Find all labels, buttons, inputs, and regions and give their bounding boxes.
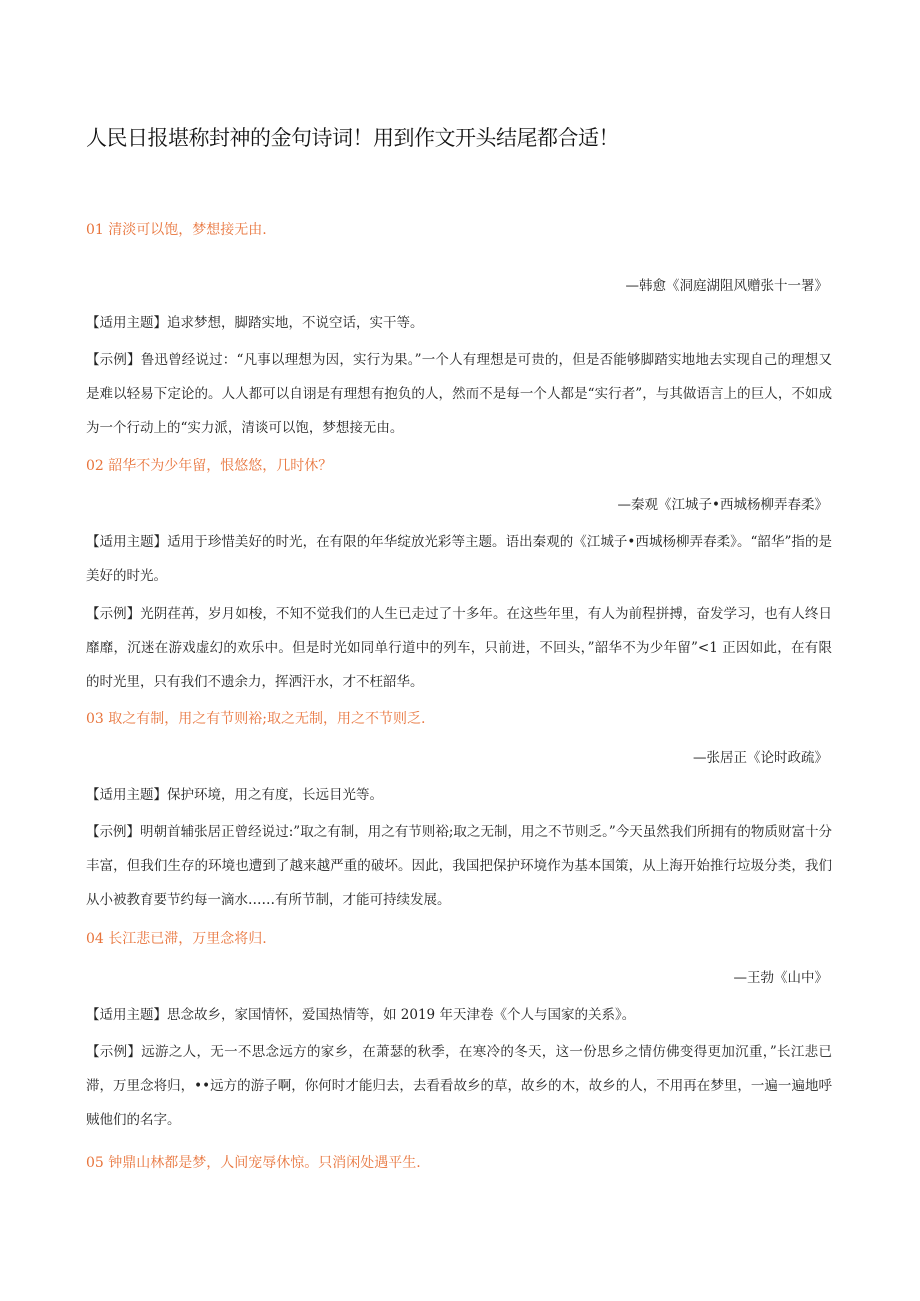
section-heading: 01 清淡可以饱，梦想接无由. xyxy=(86,222,267,238)
page-title: 人民日报堪称封神的金句诗词！用到作文开头结尾都合适！ xyxy=(86,126,619,150)
section-theme: 【适用主题】保护环境，用之有度，长远目光等。 xyxy=(86,787,383,803)
section-source: —韩愈《洞庭湖阻风赠张十一署》 xyxy=(625,278,828,294)
section-heading: 05 钟鼎山林都是梦，人间宠辱休惊。只消闲处遇平生. xyxy=(86,1155,421,1171)
section-example: 【示例】光阴荏苒，岁月如梭，不知不觉我们的人生已走过了十多年。在这些年里，有人为前程拼搏，奋发学习，也有人终日靡靡，沉迷在游戏虚幻的欢乐中。但是时光如同单行道中的列车，只前进，不回头，”韶华不为少年留”<1 正因如此，在有限的时光里，只有我们不遗余力，挥洒汗水，才不枉韶华。 xyxy=(86,606,832,690)
section-example: 【示例】明朝首辅张居正曾经说过:”取之有制，用之有节则裕;取之无制，用之不节则乏。”今天虽然我们所拥有的物质财富十分丰富，但我们生存的环境也遭到了越来越严重的破坏。因此，我国把保护环境作为基本国策，从上海开始推行垃圾分类，我们从小被教育要节约每一滴水……有所节制，才能可持续发展。 xyxy=(86,824,832,908)
section-example: 【示例】鲁迅曾经说过：“凡事以理想为因，实行为果。”一个人有理想是可贵的，但是否能够脚踏实地地去实现自己的理想又是难以轻易下定论的。人人都可以自诩是有理想有抱负的人，然而不是每一个人都是“实行者”，与其做语言上的巨人，不如成为一个行动上的“实力派，清谈可以饱，梦想接无由。 xyxy=(86,352,832,436)
section-heading: 03 取之有制，用之有节则裕;取之无制，用之不节则乏. xyxy=(86,711,426,727)
section-source: —王勃《山中》 xyxy=(733,970,828,986)
section-heading: 02 韶华不为少年留，恨悠悠，几时休？ xyxy=(86,458,333,474)
section-theme: 【适用主题】思念故乡，家国情怀，爱国热情等，如 2019 年天津卷《个人与国家的关系》。 xyxy=(86,1007,636,1023)
section-source: —秦观《江城子•西城杨柳弄春柔》 xyxy=(617,497,828,513)
section-source: —张居正《论时政疏》 xyxy=(693,750,828,766)
section-heading: 04 长江悲已滞，万里念将归. xyxy=(86,931,267,947)
section-example: 【示例】远游之人，无一不思念远方的家乡，在萧瑟的秋季，在寒冷的冬天，这一份思乡之情仿佛变得更加沉重，”长江悲已滞，万里念将归，••远方的游子啊，你何时才能归去，去看看故乡的草，故乡的木，故乡的人，不用再在梦里，一遍一遍地呼贼他们的名字。 xyxy=(86,1044,832,1128)
section-theme: 【适用主题】追求梦想，脚踏实地，不说空话，实干等。 xyxy=(86,315,424,331)
section-theme: 【适用主题】适用于珍惜美好的时光，在有限的年华绽放光彩等主题。语出秦观的《江城子•西城杨柳弄春柔》。“韶华”指的是美好的时光。 xyxy=(86,534,832,584)
